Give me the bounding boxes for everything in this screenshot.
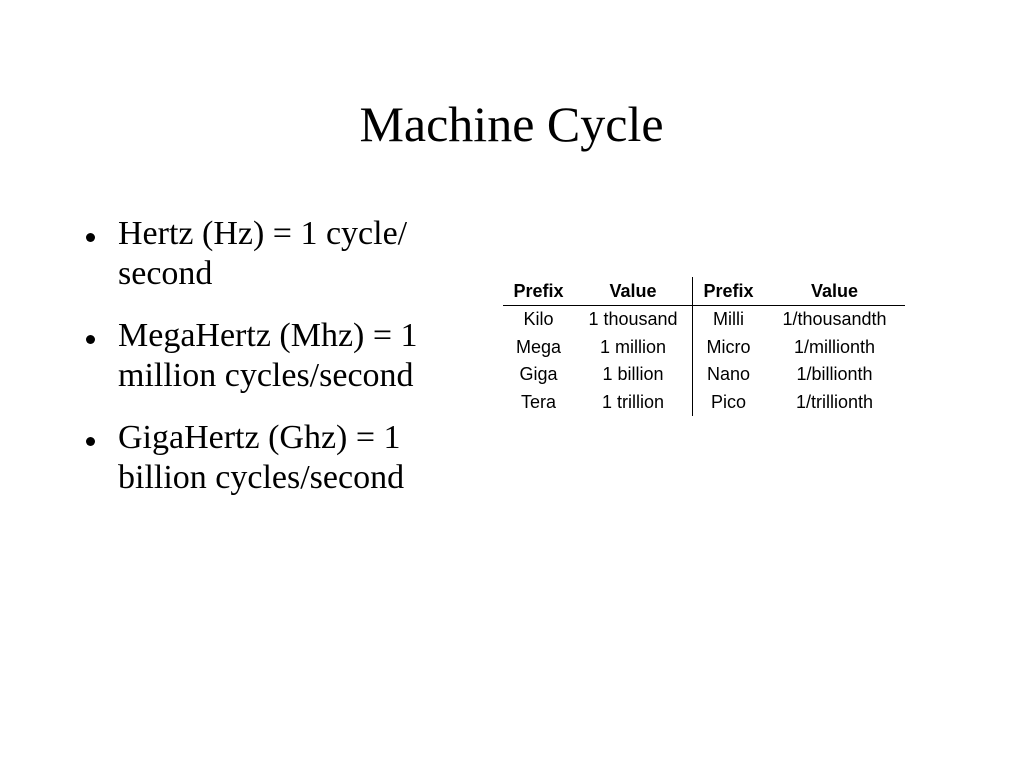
table-row <box>503 334 905 362</box>
table-cell: 1 billion <box>602 364 664 385</box>
table-cell: Mega <box>515 336 562 357</box>
column-header-prefix: Prefix <box>693 277 765 306</box>
table-cell: 1 million <box>599 336 667 357</box>
bullet-line: MegaHertz (Mhz) = 1 <box>118 317 418 354</box>
table-cell: Micro <box>693 334 765 362</box>
table-cell: 1/millionth <box>793 336 876 357</box>
bullet-line: billion cycles/second <box>118 459 405 496</box>
bullet-line: GigaHertz (Ghz) = 1 <box>118 419 401 456</box>
bullet-item-hertz <box>86 214 496 294</box>
table-header-row <box>503 277 905 306</box>
bullet-line: million cycles/second <box>118 357 414 394</box>
bullet-item-megahertz <box>86 316 496 396</box>
table-row <box>503 306 905 334</box>
prefix-table <box>503 277 905 416</box>
table-cell: 1/billionth <box>796 364 873 385</box>
table-cell: Pico <box>693 389 765 417</box>
bullet-line: Hertz (Hz) = 1 cycle/ <box>118 215 408 252</box>
table-row <box>503 389 905 417</box>
table-row <box>503 361 905 389</box>
table-cell: 1 thousand <box>588 309 678 330</box>
column-header-value: Value <box>574 277 693 306</box>
table-cell: Giga <box>519 364 558 385</box>
column-header-value: Value <box>764 277 905 306</box>
table-cell: Milli <box>693 306 765 334</box>
table-cell: Kilo <box>523 309 554 330</box>
table-cell: Nano <box>693 361 765 389</box>
bullet-item-gigahertz <box>86 418 496 498</box>
bullet-dot-icon <box>86 335 95 344</box>
table-cell: 1/trillionth <box>795 391 874 412</box>
table-cell: 1 trillion <box>601 391 665 412</box>
table-cell: Tera <box>520 391 556 412</box>
bullet-dot-icon <box>86 437 95 446</box>
bullet-list <box>86 214 496 520</box>
column-header-prefix: Prefix <box>503 277 574 306</box>
table-cell: 1/thousandth <box>782 309 887 330</box>
bullet-dot-icon <box>86 233 95 242</box>
bullet-line: second <box>118 255 213 292</box>
slide-title: Machine Cycle <box>359 96 664 152</box>
